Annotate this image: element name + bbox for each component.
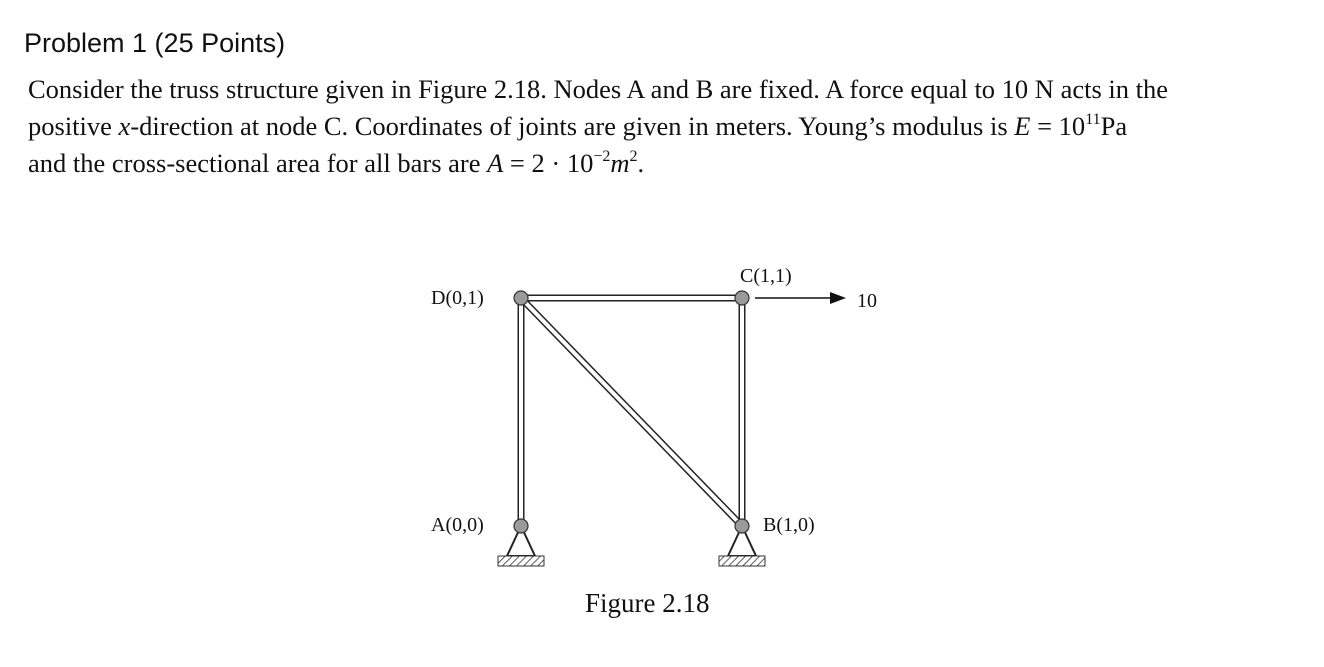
bar-db: [521, 298, 742, 526]
text-segment: and the cross-sectional area for all bars are: [28, 148, 488, 178]
exponent: 11: [1085, 111, 1101, 128]
node-d: [514, 291, 528, 305]
variable-a: A: [487, 148, 504, 178]
node-label-b: B(1,0): [763, 514, 815, 536]
variable-e: E: [1014, 111, 1031, 141]
text-segment: -direction at node C. Coordinates of joints are given in meters. Young’s modulus is: [130, 111, 1015, 141]
text-segment: .: [637, 148, 645, 178]
text-segment: = 10: [1030, 111, 1086, 141]
node-label-c: C(1,1): [740, 265, 792, 287]
exponent: 2: [629, 148, 638, 165]
problem-heading: Problem 1 (25 Points): [24, 28, 286, 58]
text-segment: positive: [28, 111, 119, 141]
unit-pa: Pa: [1100, 111, 1128, 141]
node-a: [514, 519, 528, 533]
variable-m: m: [610, 148, 630, 178]
text-segment: = 2 · 10: [503, 148, 594, 178]
node-label-a: A(0,0): [431, 514, 484, 536]
node-label-d: D(0,1): [431, 287, 484, 309]
node-b: [735, 519, 749, 533]
figure-caption: Figure 2.18: [585, 588, 710, 618]
exponent: −2: [593, 148, 611, 165]
variable-x: x: [118, 111, 131, 141]
problem-text-line-1: Consider the truss structure given in Figure 2.18. Nodes A and B are fixed. A force equal to 10 N acts in the: [28, 74, 1169, 104]
node-c: [735, 291, 749, 305]
force-label: 10: [857, 290, 877, 312]
force-arrow: [755, 292, 846, 304]
